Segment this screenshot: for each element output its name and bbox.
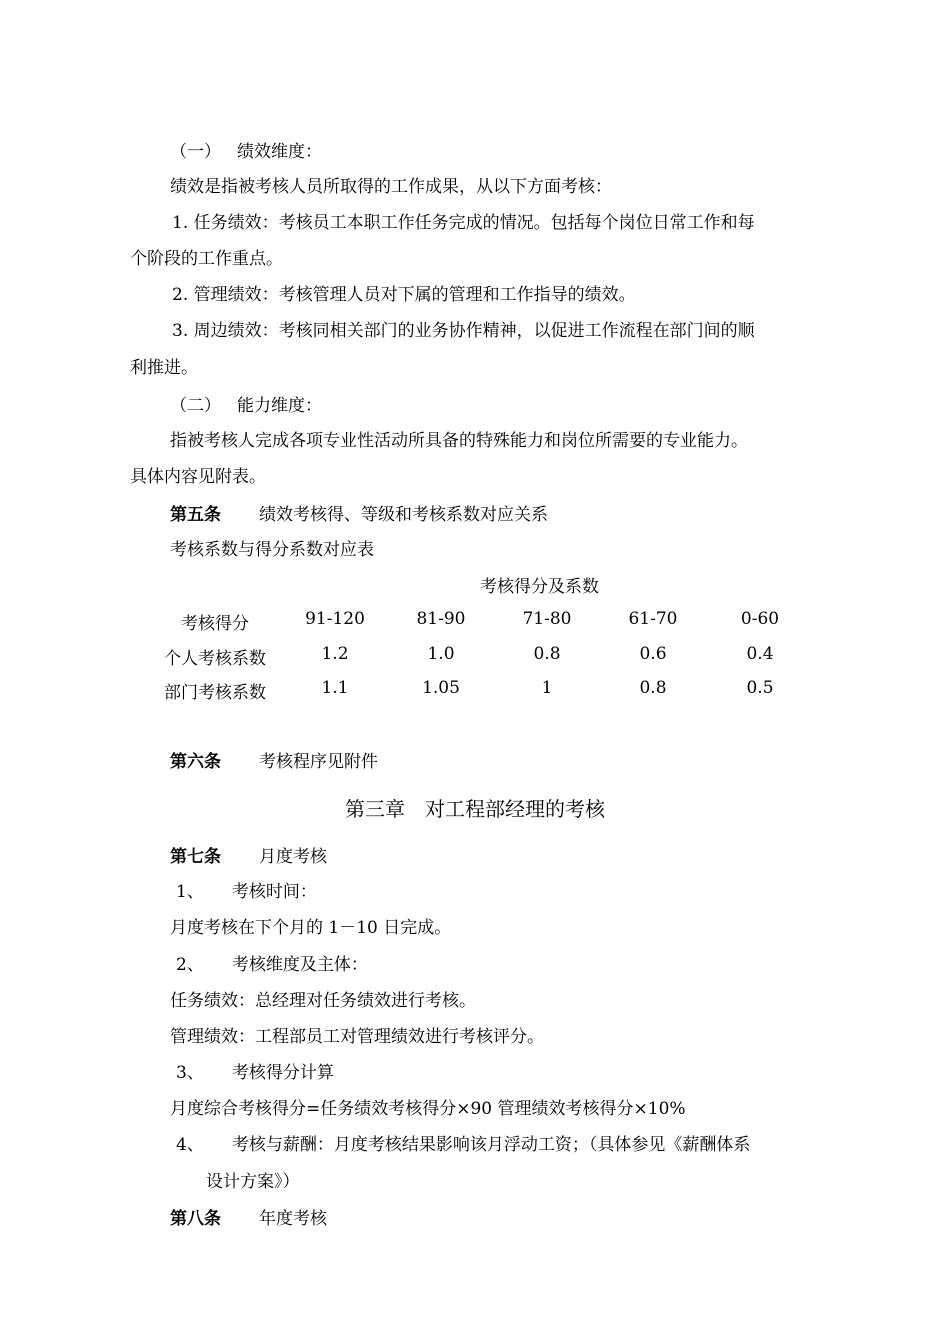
point-number: 2、 bbox=[176, 955, 204, 975]
article-7-point-4 bbox=[176, 1133, 750, 1157]
table-cell: 1 bbox=[541, 678, 553, 698]
table-cell: 0.8 bbox=[639, 678, 667, 698]
ability-heading-num: （二） bbox=[170, 396, 221, 416]
table-cell: 61-70 bbox=[628, 609, 678, 629]
table-caption: 考核得分及系数 bbox=[480, 577, 599, 597]
ability-heading-text: 能力维度： bbox=[237, 396, 322, 416]
perf-item3-line2: 利推进。 bbox=[130, 358, 198, 378]
article-8 bbox=[170, 1207, 327, 1231]
table-cell: 1.1 bbox=[321, 678, 349, 698]
article-7-label: 第七条 bbox=[170, 847, 221, 867]
table-cell: 0.8 bbox=[533, 644, 561, 664]
perf-item1-line2: 个阶段的工作重点。 bbox=[130, 249, 283, 269]
table-cell: 部门考核系数 bbox=[164, 683, 266, 703]
table-title: 考核系数与得分系数对应表 bbox=[170, 540, 374, 560]
ability-text-line1: 指被考核人完成各项专业性活动所具备的特殊能力和岗位所需要的专业能力。 bbox=[170, 431, 748, 451]
point-number: 3、 bbox=[176, 1063, 204, 1083]
ability-text-line2: 具体内容见附表。 bbox=[130, 467, 266, 487]
article-5 bbox=[170, 503, 548, 527]
chapter-heading: 第三章 对工程部经理的考核 bbox=[345, 797, 605, 821]
table-cell: 0.4 bbox=[746, 644, 774, 664]
point-title: 考核维度及主体： bbox=[231, 955, 368, 975]
article-7-point-3 bbox=[176, 1061, 334, 1085]
point-text: 考核与薪酬：月度考核结果影响该月浮动工资；（具体参见《薪酬体系 bbox=[231, 1135, 751, 1155]
perf-item1-line1: 1. 任务绩效：考核员工本职工作任务完成的情况。包括每个岗位日常工作和每 bbox=[172, 213, 755, 233]
point-title: 考核时间： bbox=[231, 882, 317, 902]
article-8-text: 年度考核 bbox=[259, 1209, 327, 1229]
article-7-point-2-text-2: 管理绩效：工程部员工对管理绩效进行考核评分。 bbox=[170, 1027, 544, 1047]
table-cell: 0.6 bbox=[639, 644, 667, 664]
article-7 bbox=[170, 845, 327, 869]
article-5-text: 绩效考核得、等级和考核系数对应关系 bbox=[259, 505, 548, 525]
point-number: 4、 bbox=[176, 1135, 204, 1155]
perf-heading-text: 绩效维度： bbox=[237, 142, 322, 162]
table-cell: 1.05 bbox=[422, 678, 460, 698]
article-6-text: 考核程序见附件 bbox=[259, 752, 378, 772]
table-cell: 91-120 bbox=[305, 609, 365, 629]
perf-intro: 绩效是指被考核人员所取得的工作成果，从以下方面考核： bbox=[170, 177, 612, 197]
ability-heading bbox=[170, 394, 322, 418]
article-5-label: 第五条 bbox=[170, 505, 221, 525]
article-7-text: 月度考核 bbox=[259, 847, 327, 867]
perf-item3-line1: 3. 周边绩效：考核同相关部门的业务协作精神，以促进工作流程在部门间的顺 bbox=[172, 321, 755, 341]
table-cell: 1.0 bbox=[427, 644, 455, 664]
table-cell: 0-60 bbox=[740, 609, 780, 629]
article-7-point-1 bbox=[176, 880, 317, 904]
perf-heading-num: （一） bbox=[170, 142, 221, 162]
article-7-point-2-text-1: 任务绩效：总经理对任务绩效进行考核。 bbox=[170, 991, 476, 1011]
article-7-point-2 bbox=[176, 953, 368, 977]
table-cell: 考核得分 bbox=[181, 614, 249, 634]
article-6-label: 第六条 bbox=[170, 752, 221, 772]
article-6 bbox=[170, 750, 378, 774]
point-number: 1、 bbox=[176, 882, 204, 902]
table-cell: 1.2 bbox=[321, 644, 349, 664]
table-cell: 71-80 bbox=[522, 609, 572, 629]
perf-item2: 2. 管理绩效：考核管理人员对下属的管理和工作指导的绩效。 bbox=[172, 285, 636, 305]
article-7-point-1-text: 月度考核在下个月的 1－10 日完成。 bbox=[170, 918, 452, 938]
article-8-label: 第八条 bbox=[170, 1209, 221, 1229]
table-cell: 个人考核系数 bbox=[164, 649, 266, 669]
table-cell: 0.5 bbox=[746, 678, 774, 698]
point-title: 考核得分计算 bbox=[231, 1063, 334, 1083]
perf-heading bbox=[170, 140, 322, 164]
article-7-point-3-text: 月度综合考核得分=任务绩效考核得分×90 管理绩效考核得分×10% bbox=[170, 1099, 686, 1119]
table-cell: 81-90 bbox=[416, 609, 466, 629]
article-7-point-4-cont: 设计方案》） bbox=[206, 1172, 300, 1192]
